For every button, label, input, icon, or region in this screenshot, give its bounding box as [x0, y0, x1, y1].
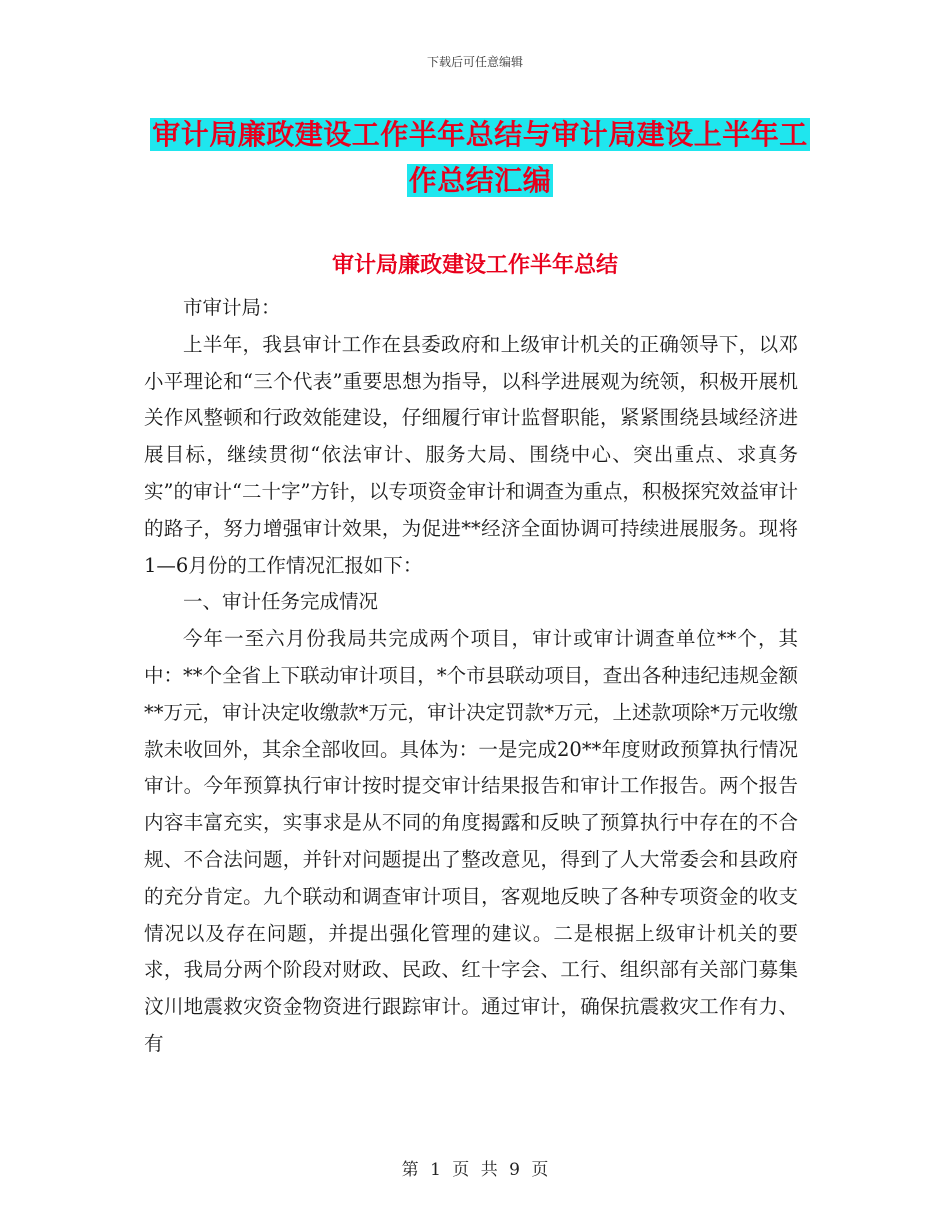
- title-line-1: 审计局廉政建设工作半年总结与审计局建设上半年工: [152, 118, 808, 151]
- document-body: [144, 290, 798, 1063]
- document-title: [140, 112, 820, 204]
- paragraph-salutation: 市审计局：: [183, 296, 281, 319]
- section-title: 审计局廉政建设工作半年总结: [331, 253, 618, 278]
- page-header-note: 下载后可任意编辑: [426, 55, 523, 69]
- paragraph-intro: 上半年，我县审计工作在县委政府和上级审计机关的正确领导下，以邓小平理论和“三个代表”重要思想为指导，以科学进展观为统领，积极开展机关作风整顿和行政效能建设，仔细履行审计监督职能，紧紧围绕县域经济进展目标，继续贯彻“依法审计、服务大局、围绕中心、突出重点、求真务实”的审计“二十字”方针，以专项资金审计和调查为重点，积极探究效益审计的路子，努力增强审计效果，为促进**经济全面协调可持续进展服务。现将1—6月份的工作情况汇报如下：: [144, 332, 798, 577]
- paragraph-heading-1: 一、审计任务完成情况: [183, 590, 379, 614]
- title-line-2: 作总结汇编: [408, 164, 552, 197]
- paragraph-details: 今年一至六月份我局共完成两个项目，审计或审计调查单位**个，其中：**个全省上下联动审计项目，*个市县联动项目，查出各种违纪违规金额**万元，审计决定收缴款*万元，审计决定罚款*万元，上述款项除*万元收缴款未收回外，其余全部收回。具体为：一是完成20**年度财政预算执行情况审计。今年预算执行审计按时提交审计结果报告和审计工作报告。两个报告内容丰富充实，实事求是从不同的角度揭露和反映了预算执行中存在的不合规、不合法问题，并针对问题提出了整改意见，得到了人大常委会和县政府的充分肯定。九个联动和调查审计项目，客观地反映了各种专项资金的收支情况以及存在问题，并提出强化管理的建议。二是根据上级审计机关的要求，我局分两个阶段对财政、民政、红十字会、工行、组织部有关部门募集汶川地震救灾资金物资进行跟踪审计。通过审计，确保抗震救灾工作有力、有: [144, 627, 798, 1055]
- page-footer: 第 1 页 共 9 页: [401, 1160, 549, 1180]
